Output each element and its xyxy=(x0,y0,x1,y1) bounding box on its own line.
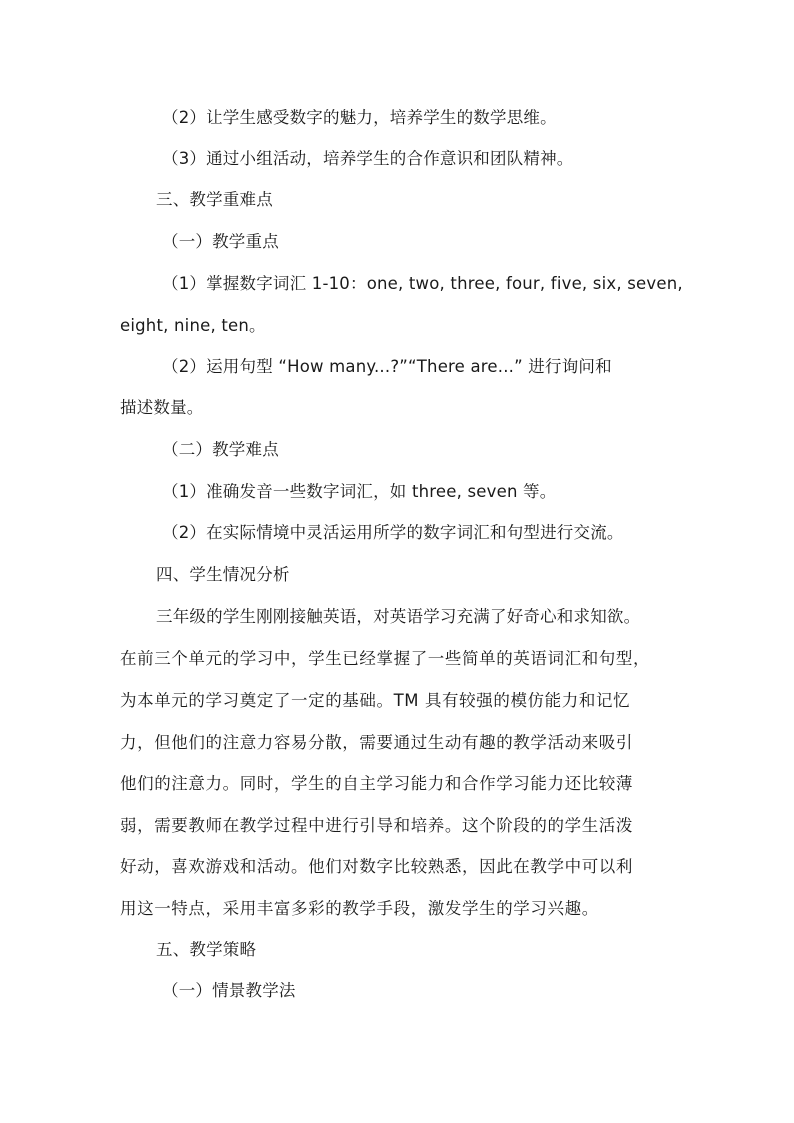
subsection-heading: （一）情景教学法 xyxy=(162,981,296,1000)
subsection-heading: （二）教学难点 xyxy=(162,440,279,459)
section-heading: 四、学生情况分析 xyxy=(156,565,290,584)
paragraph-line: （2）让学生感受数字的魅力，培养学生的数学思维。 xyxy=(162,108,557,127)
paragraph-line: （2）在实际情境中灵活运用所学的数字词汇和句型进行交流。 xyxy=(162,523,624,542)
paragraph-line: 在前三个单元的学习中，学生已经掌握了一些简单的英语词汇和句型， xyxy=(120,649,651,668)
paragraph-line: 弱，需要教师在教学过程中进行引导和培养。这个阶段的的学生活泼 xyxy=(120,816,633,835)
section-heading: 五、教学策略 xyxy=(156,940,257,959)
paragraph-line: （1）准确发音一些数字词汇，如 three, seven 等。 xyxy=(162,482,557,501)
paragraph-line: eight, nine, ten。 xyxy=(120,316,266,335)
paragraph-line: 用这一特点，采用丰富多彩的教学手段，激发学生的学习兴趣。 xyxy=(120,899,599,918)
paragraph-line: 力，但他们的注意力容易分散，需要通过生动有趣的教学活动来吸引 xyxy=(120,733,633,752)
paragraph-line: 描述数量。 xyxy=(120,398,204,417)
subsection-heading: （一）教学重点 xyxy=(162,232,279,251)
paragraph-line: （2）运用句型 “How many...?”“There are...” 进行询问和 xyxy=(162,357,612,376)
paragraph-line: 为本单元的学习奠定了一定的基础。TM 具有较强的模仿能力和记忆 xyxy=(120,691,631,710)
section-heading: 三、教学重难点 xyxy=(156,190,273,209)
paragraph-line: 三年级的学生刚刚接触英语，对英语学习充满了好奇心和求知欲。 xyxy=(156,607,641,626)
paragraph-line: 他们的注意力。同时，学生的自主学习能力和合作学习能力还比较薄 xyxy=(120,774,633,793)
paragraph-line: （3）通过小组活动，培养学生的合作意识和团队精神。 xyxy=(162,149,574,168)
paragraph-line: 好动，喜欢游戏和活动。他们对数字比较熟悉，因此在教学中可以利 xyxy=(120,857,633,876)
paragraph-line: （1）掌握数字词汇 1-10：one, two, three, four, five, six, seven, xyxy=(162,274,683,293)
